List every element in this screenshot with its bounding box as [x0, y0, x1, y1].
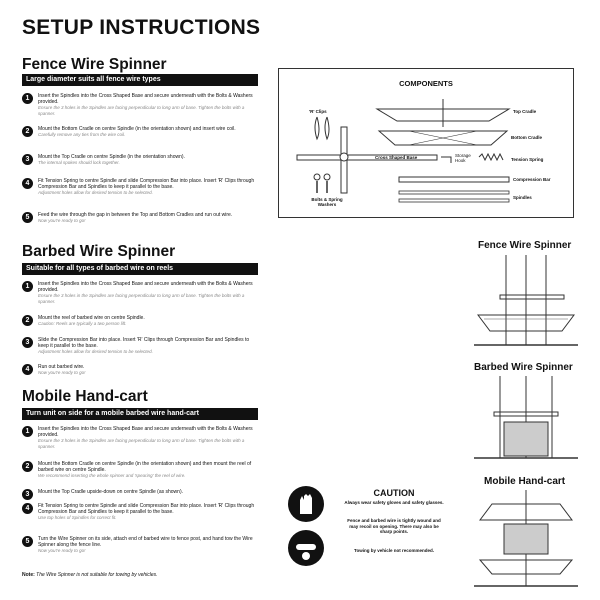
step-number: 3 [22, 337, 33, 348]
step-number: 1 [22, 93, 33, 104]
step-number: 2 [22, 315, 33, 326]
label-tension-spring: Tension Spring [511, 157, 544, 162]
step-text: Fit Tension Spring to centre Spindle and slide Compression Bar into place. Insert 'R' Clips through Compression Bar and Spindles to keep it parallel to the base. [38, 178, 255, 190]
step-text: Mount the reel of barbed wire on centre Spindle. [38, 315, 145, 321]
label-compression-bar: Compression Bar [513, 177, 551, 182]
hand-cart-illustration [470, 490, 582, 590]
gloves-icon [288, 486, 324, 522]
figure-title-cart: Mobile Hand-cart [484, 476, 566, 487]
step-number: 2 [22, 461, 33, 472]
label-bottom-cradle: Bottom Cradle [511, 135, 543, 140]
components-title: COMPONENTS [399, 79, 453, 88]
step-note: Adjustment holes allow for desired tension to be selected. [38, 190, 153, 195]
step-number: 5 [22, 536, 33, 547]
step-number: 3 [22, 154, 33, 165]
step-number: 4 [22, 503, 33, 514]
caution-line: Towing by vehicle not recommended. [354, 548, 434, 553]
step-text: Fit Tension Spring to centre Spindle and slide Compression Bar into place. Insert 'R' Clips through Compression Bar and Spindles to keep it parallel to the base. [38, 503, 255, 515]
step-text: Run out barbed wire. [38, 364, 85, 370]
step-text: Mount the Top Cradle on centre Spindle (in the orientation shown). [38, 154, 185, 160]
label-spindles: Spindles [513, 195, 532, 200]
step-text: Slide the Compression Bar into place. Insert 'R' Clips through Compression Bar and Spindles to keep it parallel to the base. [38, 337, 250, 349]
label-top-cradle: Top Cradle [513, 109, 537, 114]
section-subtitle-fence: Large diameter suits all fence wire types [22, 74, 258, 86]
step-note: We recommend inserting the whole spinner and 'spearing' the reel of wire. [38, 473, 186, 478]
step-number: 1 [22, 281, 33, 292]
step-text: Feed the wire through the gap in between the Top and Bottom Cradles and run out wire. [38, 212, 233, 218]
step-note: Now you're ready to go! [38, 548, 86, 553]
step-note: Adjustment holes allow for desired tension to be selected. [38, 349, 153, 354]
caution-panel [282, 476, 462, 576]
safety-glasses-icon [288, 530, 324, 566]
step-number: 2 [22, 126, 33, 137]
step-text: Mount the Bottom Cradle on centre Spindle (in the orientation shown) and then mount the reel of barbed wire on centre Spindle. [38, 461, 252, 473]
step-text: Turn the Wire Spinner on its side, attach end of barbed wire to fence post, and hand tow the Wire Spinner along the fence line. [38, 536, 253, 548]
label-storage-hook: Storage Hook [455, 153, 471, 163]
label-r-clips: 'R' Clips [309, 109, 327, 114]
step-number: 3 [22, 489, 33, 500]
step-number: 4 [22, 178, 33, 189]
step-text: Mount the Bottom Cradle on centre Spindle (in the orientation shown) and insert wire coil. [38, 126, 236, 132]
step-note: Ensure the 3 holes in the Spindles are facing perpendicular to long arm of base. Tighten the bolts with a spanner. [38, 438, 245, 449]
step-text: Insert the Spindles into the Cross Shaped Base and secure underneath with the Bolts & Washers provided. [38, 426, 253, 438]
figure-title-fence: Fence Wire Spinner [478, 240, 572, 251]
label-cross-base: Cross Shaped Base [375, 155, 418, 160]
figure-title-barbed: Barbed Wire Spinner [474, 362, 573, 373]
barbed-spinner-illustration [470, 376, 582, 462]
caution-line: Always wear safety gloves and safety glasses. [344, 500, 444, 505]
section-title-fence: Fence Wire Spinner [22, 56, 167, 73]
step-note: Carefully remove any ties from the wire coil. [38, 132, 126, 137]
footnote-label: Note: [22, 572, 35, 578]
caution-title: CAUTION [373, 488, 415, 498]
step-text: Mount the Top Cradle upside-down on centre Spindle (as shown). [38, 489, 183, 495]
step-text: Insert the Spindles into the Cross Shaped Base and secure underneath with the Bolts & Washers provided. [38, 281, 253, 293]
step-text: Insert the Spindles into the Cross Shaped Base and secure underneath with the Bolts & Washers provided. [38, 93, 253, 105]
footnote-text: The Wire Spinner is not suitable for towing by vehicles. [36, 572, 158, 578]
step-note: Now you're ready to go! [38, 218, 86, 223]
step-note: The internal spokes should lock together. [38, 160, 120, 165]
page-title: SETUP INSTRUCTIONS [22, 16, 261, 39]
components-diagram [278, 68, 574, 218]
step-note: Ensure the 3 holes in the Spindles are facing perpendicular to long arm of base. Tighten the bolts with a spanner. [38, 293, 245, 304]
caution-line: Fence and barbed wire is tightly wound and may recoil on opening. There may also be sharp points. [347, 518, 441, 534]
step-note: Now you're ready to go! [38, 370, 86, 375]
step-note: Caution: Reels are typically a two person lift. [38, 321, 127, 326]
section-title-barbed: Barbed Wire Spinner [22, 243, 176, 260]
step-note: Ensure the 3 holes in the Spindles are facing perpendicular to long arm of base. Tighten the bolts with a spanner. [38, 105, 245, 116]
section-subtitle-cart: Turn unit on side for a mobile barbed wire hand-cart [22, 408, 258, 420]
section-subtitle-barbed: Suitable for all types of barbed wire on reels [22, 263, 258, 275]
step-number: 1 [22, 426, 33, 437]
step-number: 4 [22, 364, 33, 375]
label-bolts: Bolts & Spring Washers [311, 197, 343, 207]
section-title-cart: Mobile Hand-cart [22, 388, 148, 405]
step-number: 5 [22, 212, 33, 223]
footnote [22, 572, 158, 578]
fence-spinner-illustration [470, 255, 582, 350]
step-note: Use top holes of Spindles for correct fit. [38, 515, 117, 520]
